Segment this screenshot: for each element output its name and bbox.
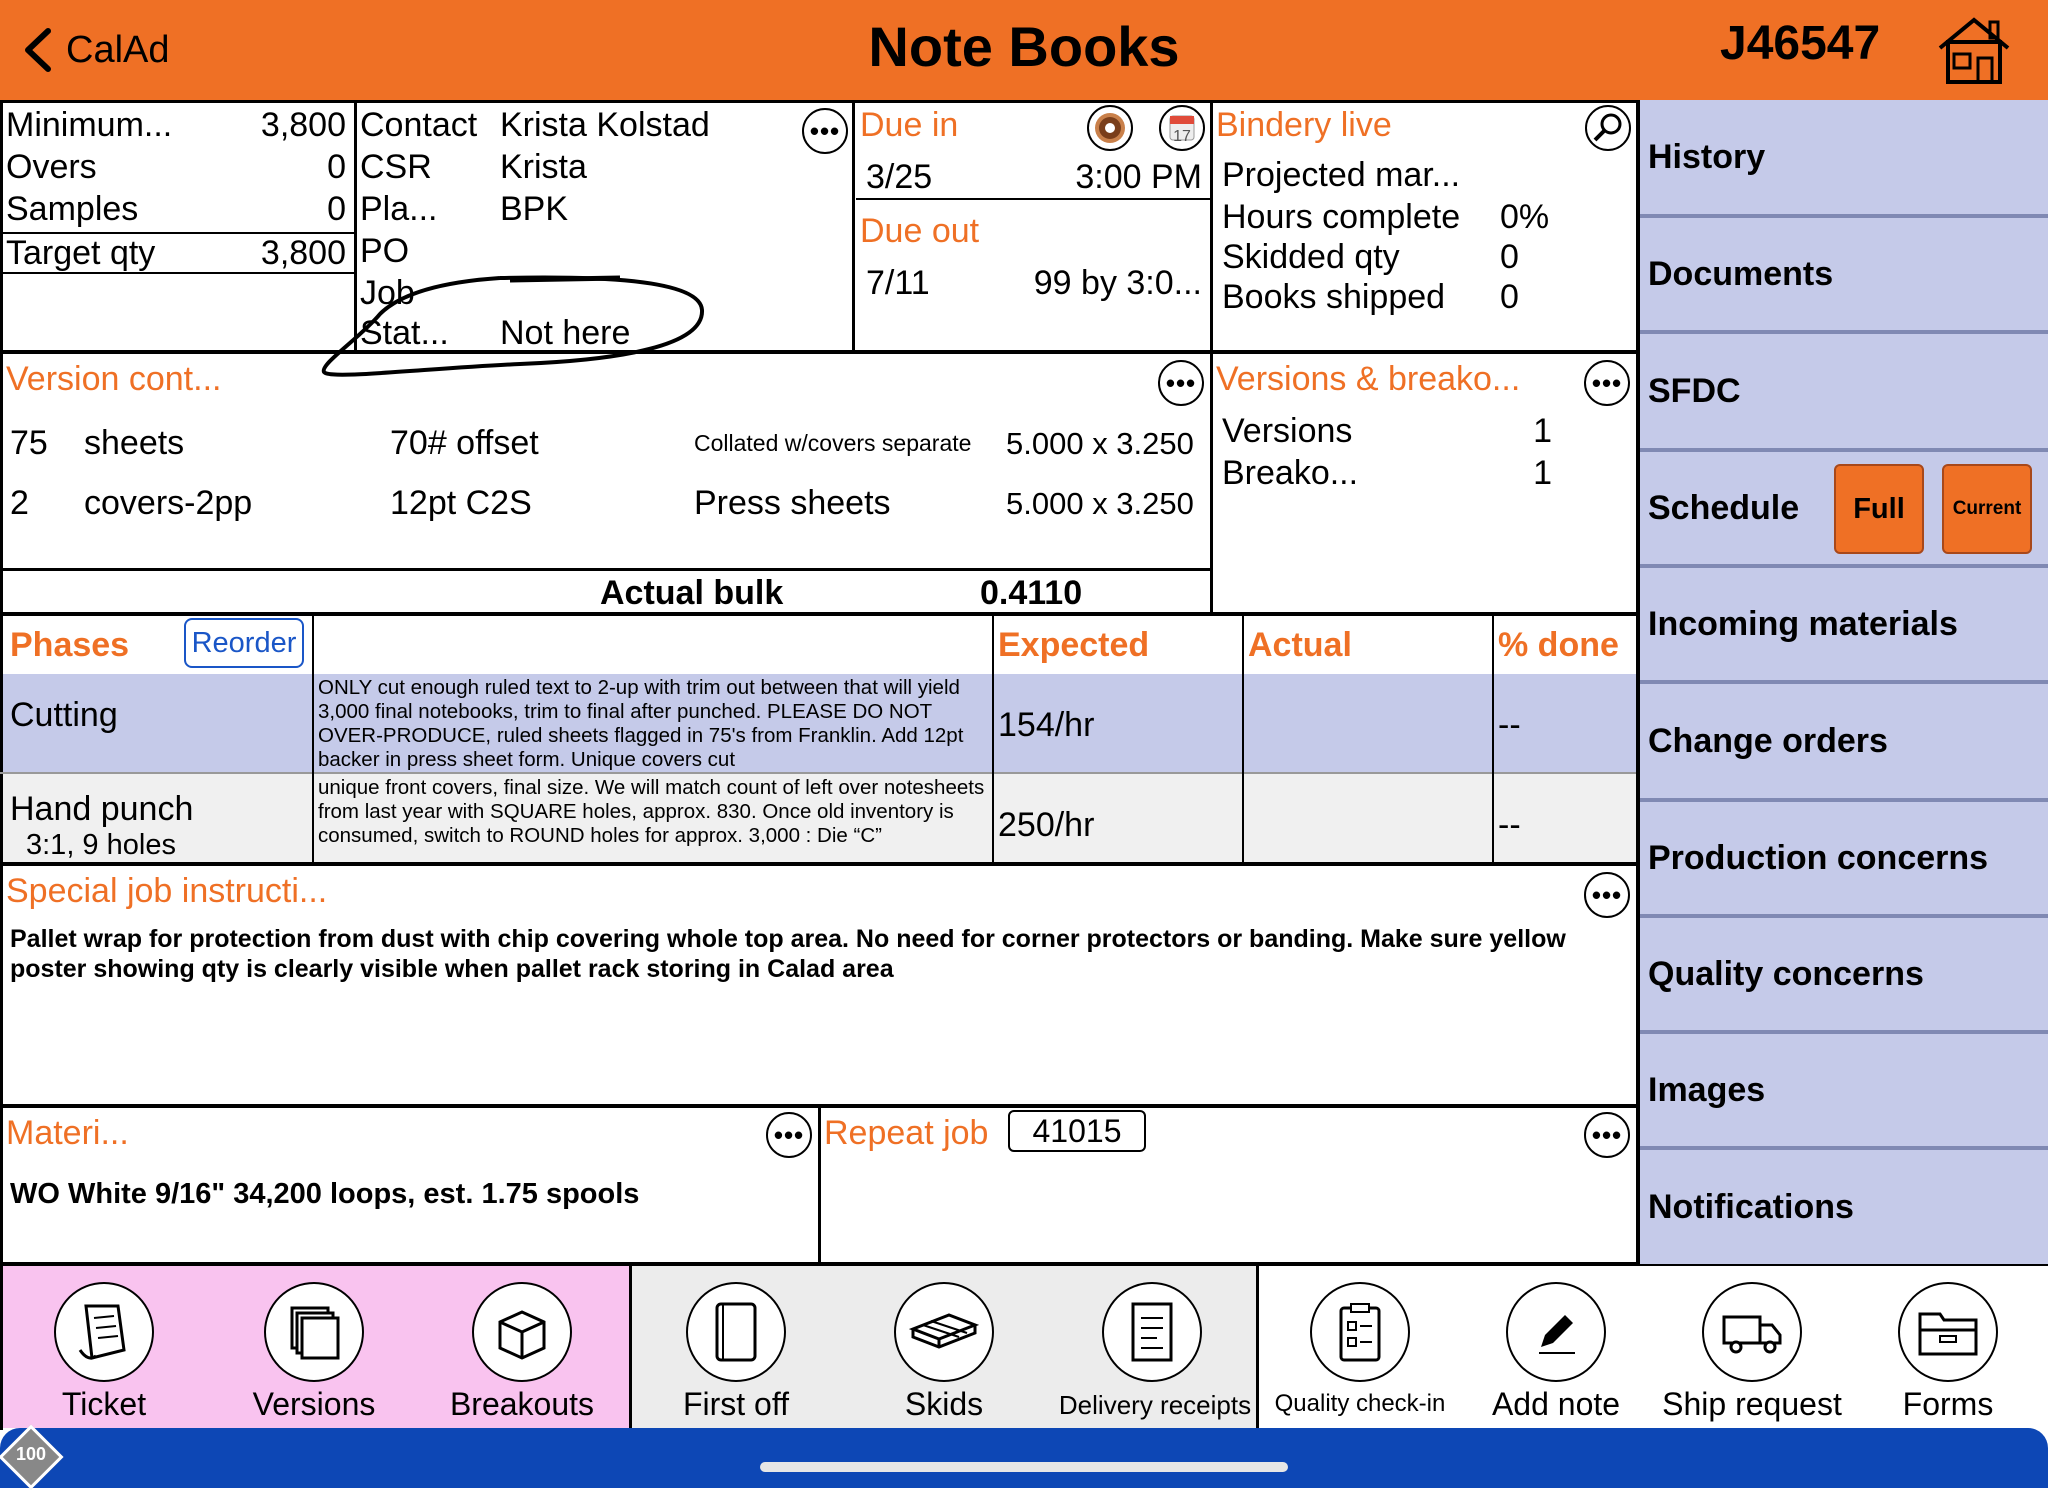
- bindery-label: Books shipped: [1222, 278, 1446, 316]
- repeat-job-field[interactable]: 41015: [1008, 1110, 1146, 1152]
- phase-note: unique front covers, final size. We will match count of left over notesheets from last year with SQUARE holes, approx. 830. Once old inventory is consumed, switch to ROUND holes for approx. 3,000 : Die “C”: [318, 776, 985, 847]
- po-label: PO: [360, 232, 410, 270]
- nav-incoming-materials[interactable]: Incoming materials: [1640, 568, 2048, 684]
- phase-name: Hand punch: [10, 790, 194, 828]
- bindery-value: 0%: [1500, 198, 1550, 236]
- due-out-date: 7/11: [866, 264, 930, 302]
- version-content-more-button[interactable]: •••: [1158, 360, 1204, 406]
- special-title: Special job instructi...: [6, 872, 328, 910]
- csr-value: Krista: [500, 148, 587, 186]
- nav-production-concerns[interactable]: Production concerns: [1640, 802, 2048, 918]
- ticket-button[interactable]: [54, 1282, 154, 1382]
- phase-expected: 250/hr: [998, 806, 1095, 844]
- pencil-icon: [1531, 1307, 1581, 1357]
- vb-value: 1: [1533, 412, 1552, 450]
- vc-stock: 12pt C2S: [390, 484, 532, 522]
- receipt-icon: [1127, 1300, 1177, 1364]
- vc-type: sheets: [84, 424, 185, 462]
- phase-note: ONLY cut enough ruled text to 2-up with trim out between that will yield 3,000 final notebooks, trim to final after punched. PLEASE DO NOT OVER-PRODUCE, ruled sheets flagged in 75's from Franklin. Add 12pt backer in press sheet form. Unique covers cut: [318, 676, 964, 771]
- search-icon[interactable]: [1584, 104, 1632, 152]
- vc-qty: 2: [10, 484, 29, 522]
- csr-label: CSR: [360, 148, 432, 186]
- schedule-current-button[interactable]: Current: [1942, 464, 2032, 554]
- bottom-bar: [0, 1428, 2048, 1488]
- phase-subtitle: 3:1, 9 holes: [26, 829, 176, 861]
- contact-label: Contact: [360, 106, 478, 144]
- qty-label: Samples: [6, 190, 139, 228]
- actual-bulk-label: Actual bulk: [600, 574, 784, 612]
- nav-images[interactable]: Images: [1640, 1034, 2048, 1150]
- nav-schedule-label: Schedule: [1648, 488, 1800, 527]
- pallet-icon: [909, 1307, 979, 1357]
- versions-icon: [284, 1302, 344, 1362]
- col-actual: Actual: [1248, 626, 1352, 664]
- vc-type: covers-2pp: [84, 484, 253, 522]
- phase-name-cell: [10, 790, 310, 862]
- col-percent-done: % done: [1498, 626, 1619, 664]
- donut-icon[interactable]: [1086, 104, 1134, 152]
- qty-value: 0: [327, 190, 346, 228]
- vb-label: Breako...: [1222, 454, 1359, 492]
- contact-more-button[interactable]: •••: [802, 108, 848, 154]
- qty-value: 3,800: [260, 106, 346, 144]
- ticket-icon: [74, 1300, 134, 1364]
- job-number: J46547: [1720, 17, 1881, 70]
- skids-label: Skids: [904, 1386, 984, 1422]
- versions-label: Versions: [252, 1386, 376, 1422]
- due-out-label: Due out: [860, 212, 980, 250]
- status-label: Stat...: [360, 314, 449, 352]
- special-text: Pallet wrap for protection from dust with chip covering whole top area. No need for corner protectors or banding. Make sure yellow poster showing qty is clearly visible when pallet rack storing in Calad area: [10, 925, 1566, 983]
- repeat-more-button[interactable]: •••: [1584, 1112, 1630, 1158]
- breakouts-label: Breakouts: [449, 1386, 595, 1422]
- folder-icon: [1916, 1304, 1980, 1360]
- materials-more-button[interactable]: •••: [766, 1112, 812, 1158]
- truck-icon: [1720, 1307, 1784, 1357]
- version-content-title: Version cont...: [6, 360, 222, 398]
- skids-button[interactable]: [894, 1282, 994, 1382]
- phase-name: Cutting: [10, 696, 118, 734]
- qty-value: 0: [327, 148, 346, 186]
- bindery-label: Skidded qty: [1222, 238, 1400, 276]
- due-out-time: 99 by 3:0...: [1033, 264, 1202, 302]
- job-label: Job: [360, 274, 415, 312]
- nav-documents[interactable]: Documents: [1640, 218, 2048, 334]
- handwritten-circle-annotation: [320, 268, 710, 388]
- qty-value: 3,800: [260, 234, 346, 272]
- due-in-time: 3:00 PM: [1075, 158, 1202, 196]
- materials-text: WO White 9/16" 34,200 loops, est. 1.75 spools: [10, 1178, 640, 1210]
- vc-note: Press sheets: [694, 484, 891, 522]
- nav-quality-concerns[interactable]: Quality concerns: [1640, 918, 2048, 1034]
- nav-change-orders[interactable]: Change orders: [1640, 684, 2048, 802]
- forms-button[interactable]: [1898, 1282, 1998, 1382]
- status-value: Not here: [500, 314, 631, 352]
- breakouts-button[interactable]: [472, 1282, 572, 1382]
- due-in-label: Due in: [860, 106, 959, 144]
- first-off-button[interactable]: [686, 1282, 786, 1382]
- page-title: Note Books: [868, 15, 1180, 78]
- nav-sfdc[interactable]: SFDC: [1640, 334, 2048, 452]
- phases-title: Phases: [10, 626, 130, 664]
- vb-value: 1: [1533, 454, 1552, 492]
- vc-size: 5.000 x 3.250: [1006, 486, 1194, 521]
- calendar-day: 17: [1173, 128, 1191, 145]
- actual-bulk-value: 0.4110: [980, 574, 1083, 612]
- qty-label: Overs: [6, 148, 97, 186]
- add-note-button[interactable]: [1506, 1282, 1606, 1382]
- due-in-date: 3/25: [866, 158, 933, 196]
- quality-check-in-label: Quality check-in: [1274, 1390, 1446, 1417]
- badge-count: 100: [15, 1444, 47, 1464]
- back-label: CalAd: [66, 28, 170, 71]
- clipboard-icon: [1335, 1300, 1385, 1364]
- vb-label: Versions: [1222, 412, 1353, 450]
- qty-label: Target qty: [6, 234, 156, 272]
- delivery-receipts-label: Delivery receipts: [1058, 1390, 1252, 1420]
- bindery-title: Bindery live: [1216, 106, 1392, 144]
- box-icon: [492, 1302, 552, 1362]
- versions-breakouts-more-button[interactable]: •••: [1584, 360, 1630, 406]
- ship-request-button[interactable]: [1702, 1282, 1802, 1382]
- bindery-label: Hours complete: [1222, 198, 1461, 236]
- contact-value: Krista Kolstad: [500, 106, 710, 144]
- vc-note: Collated w/covers separate: [694, 430, 972, 456]
- add-note-label: Add note: [1491, 1386, 1621, 1422]
- plant-value: BPK: [500, 190, 569, 228]
- reorder-button[interactable]: Reorder: [184, 618, 304, 668]
- special-more-button[interactable]: •••: [1584, 872, 1630, 918]
- delivery-receipts-button[interactable]: [1102, 1282, 1202, 1382]
- home-icon[interactable]: [1936, 14, 2012, 86]
- versions-breakouts-title: Versions & breako...: [1216, 360, 1521, 398]
- versions-button[interactable]: [264, 1282, 364, 1382]
- repeat-title: Repeat job: [824, 1114, 989, 1152]
- plant-label: Pla...: [360, 190, 438, 228]
- qty-label: Minimum...: [6, 106, 173, 144]
- ticket-label: Ticket: [61, 1386, 147, 1422]
- phase-done: --: [1498, 706, 1521, 744]
- home-indicator[interactable]: [760, 1462, 1288, 1472]
- nav-notifications[interactable]: Notifications: [1640, 1150, 2048, 1264]
- vc-size: 5.000 x 3.250: [1006, 426, 1194, 461]
- vc-stock: 70# offset: [390, 424, 539, 462]
- col-expected: Expected: [998, 626, 1150, 664]
- nav-history[interactable]: History: [1640, 100, 2048, 218]
- quality-check-in-button[interactable]: [1310, 1282, 1410, 1382]
- phase-done: --: [1498, 806, 1521, 844]
- vc-qty: 75: [10, 424, 48, 462]
- bindery-label: Projected mar...: [1222, 156, 1461, 194]
- bindery-value: 0: [1500, 278, 1519, 316]
- materials-title: Materi...: [6, 1114, 129, 1152]
- forms-label: Forms: [1902, 1386, 1994, 1422]
- book-icon: [711, 1300, 761, 1364]
- phase-expected: 154/hr: [998, 706, 1095, 744]
- ship-request-label: Ship request: [1662, 1386, 1842, 1422]
- bindery-value: 0: [1500, 238, 1519, 276]
- schedule-full-button[interactable]: Full: [1834, 464, 1924, 554]
- first-off-label: First off: [682, 1386, 790, 1422]
